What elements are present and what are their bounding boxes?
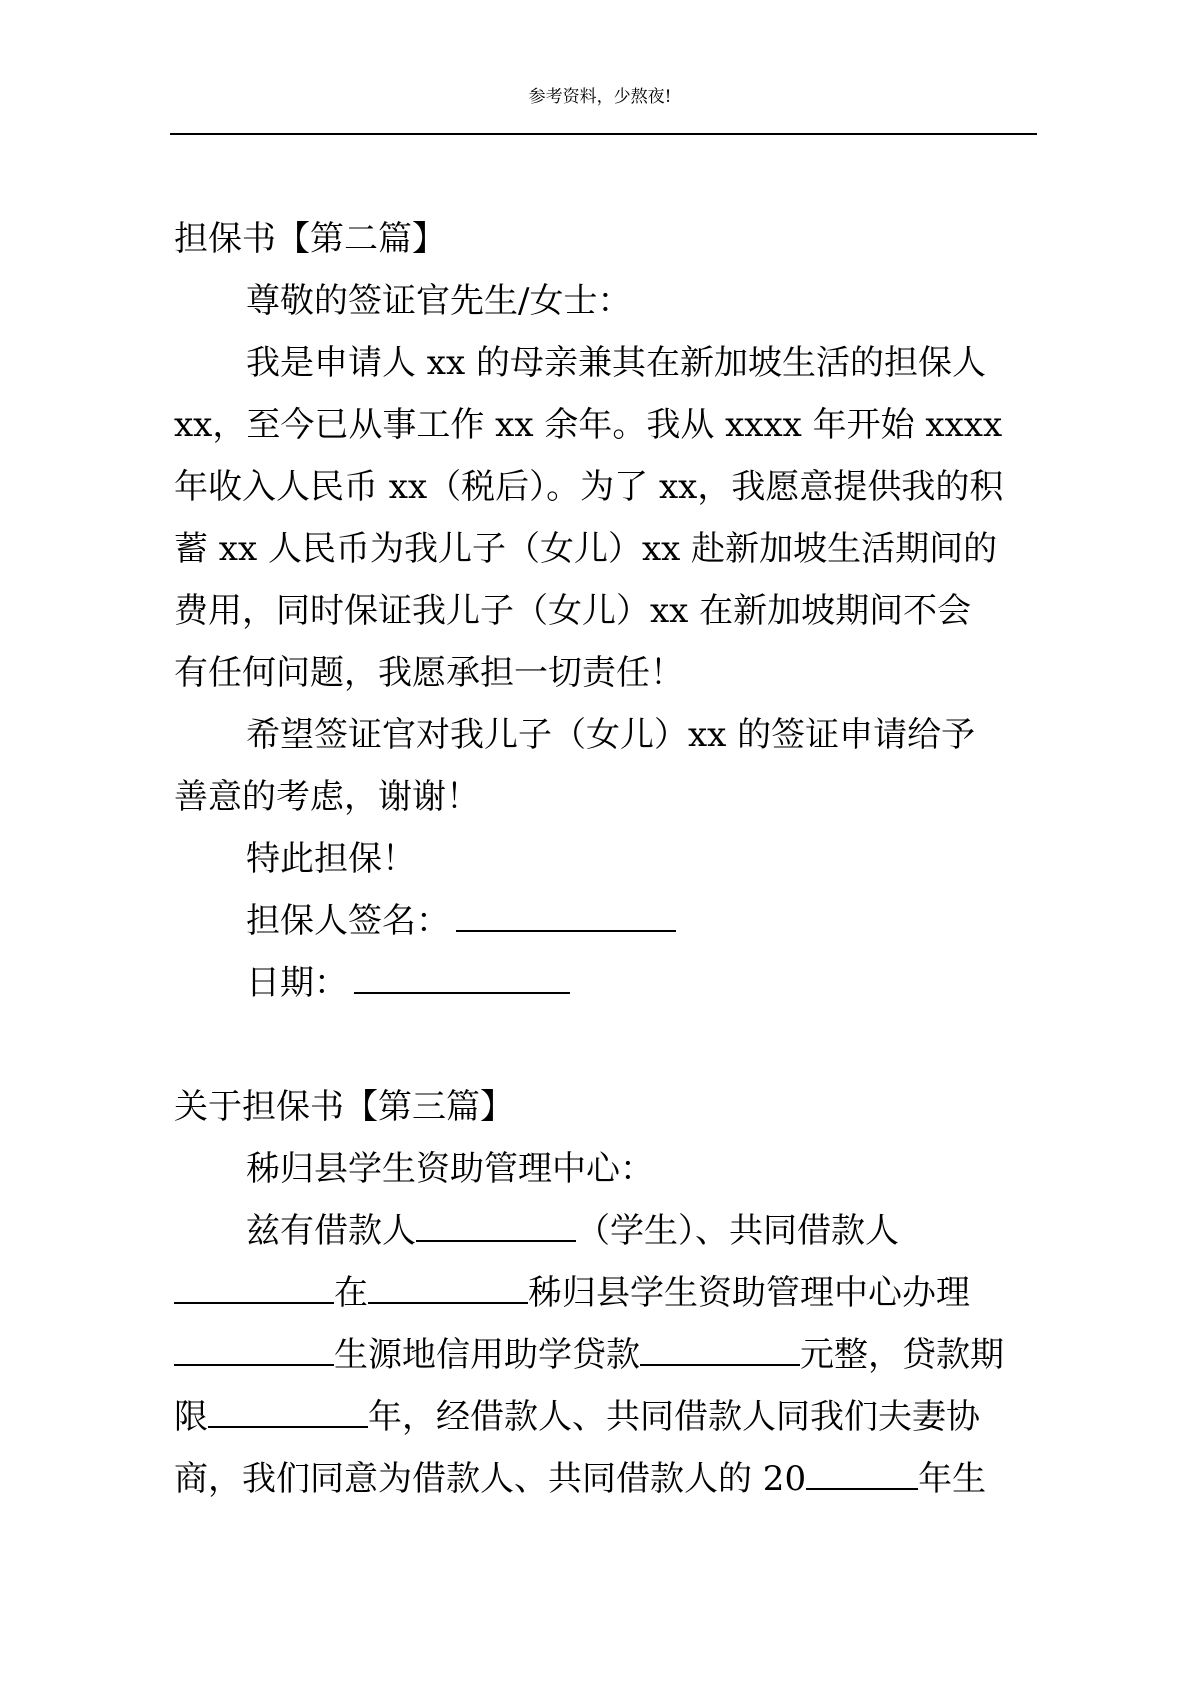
borrower-blank: [416, 1214, 576, 1242]
header-divider: [170, 133, 1037, 135]
doc2-date-line: [174, 952, 1036, 1014]
doc3-line: [174, 1262, 1036, 1324]
doc3-text: 元整，贷款期: [800, 1335, 1004, 1375]
doc3-text: 限: [174, 1397, 208, 1437]
doc3-line: [174, 1386, 1036, 1448]
doc3-text: 年生: [918, 1459, 987, 1499]
doc3-text: 兹有借款人: [246, 1211, 416, 1251]
doc3-text: 在: [334, 1273, 368, 1313]
co-borrower-blank: [174, 1276, 334, 1304]
year-suffix-blank: [806, 1462, 918, 1490]
doc3-text: （学生）、共同借款人: [576, 1211, 899, 1251]
doc2-title: 担保书【第二篇】: [174, 219, 446, 259]
signature-label: 担保人签名：: [246, 901, 450, 941]
section-gap: [174, 1014, 1036, 1076]
signature-blank: [456, 904, 676, 932]
year-blank: [174, 1338, 334, 1366]
doc2-para1-line: 我是申请人 xx 的母亲兼其在新加坡生活的担保人: [246, 343, 986, 383]
doc3-line: [174, 1200, 1036, 1262]
page-header: 参考资料，少熬夜!: [528, 87, 672, 107]
doc2-para1-line: 蓄 xx 人民币为我儿子（女儿）xx 赴新加坡生活期间的: [174, 529, 998, 569]
doc3-text: 生源地信用助学贷款: [334, 1335, 640, 1375]
doc2-signature-line: [174, 890, 1036, 952]
doc3-line: [174, 1448, 1036, 1510]
doc2-para1-line: 年收入人民币 xx（税后）。为了 xx，我愿意提供我的积: [174, 467, 1004, 507]
amount-blank: [640, 1338, 800, 1366]
doc3-salutation: 秭归县学生资助管理中心：: [246, 1149, 654, 1189]
doc3-text: 商，我们同意为借款人、共同借款人的 20: [174, 1459, 807, 1499]
term-blank: [208, 1400, 368, 1428]
doc2-salutation: 尊敬的签证官先生/女士：: [246, 281, 632, 321]
doc3-text: 年，经借款人、共同借款人同我们夫妻协: [368, 1397, 980, 1437]
doc3-text: 秭归县学生资助管理中心办理: [528, 1273, 970, 1313]
doc3-title: 关于担保书【第三篇】: [174, 1087, 514, 1127]
doc2-para1-line: 费用，同时保证我儿子（女儿）xx 在新加坡期间不会: [174, 591, 972, 631]
doc3-line: [174, 1324, 1036, 1386]
date-blank: [354, 966, 570, 994]
doc2-closing: 特此担保！: [246, 839, 416, 879]
document-body: [174, 208, 1036, 1510]
location-blank: [368, 1276, 528, 1304]
doc2-para1-line: 有任何问题，我愿承担一切责任！: [174, 653, 684, 693]
doc2-para1-line: xx，至今已从事工作 xx 余年。我从 xxxx 年开始 xxxx: [174, 405, 1003, 445]
date-label: 日期：: [246, 963, 348, 1003]
doc2-para2-line: 善意的考虑，谢谢！: [174, 777, 480, 817]
doc2-para2-line: 希望签证官对我儿子（女儿）xx 的签证申请给予: [246, 715, 976, 755]
